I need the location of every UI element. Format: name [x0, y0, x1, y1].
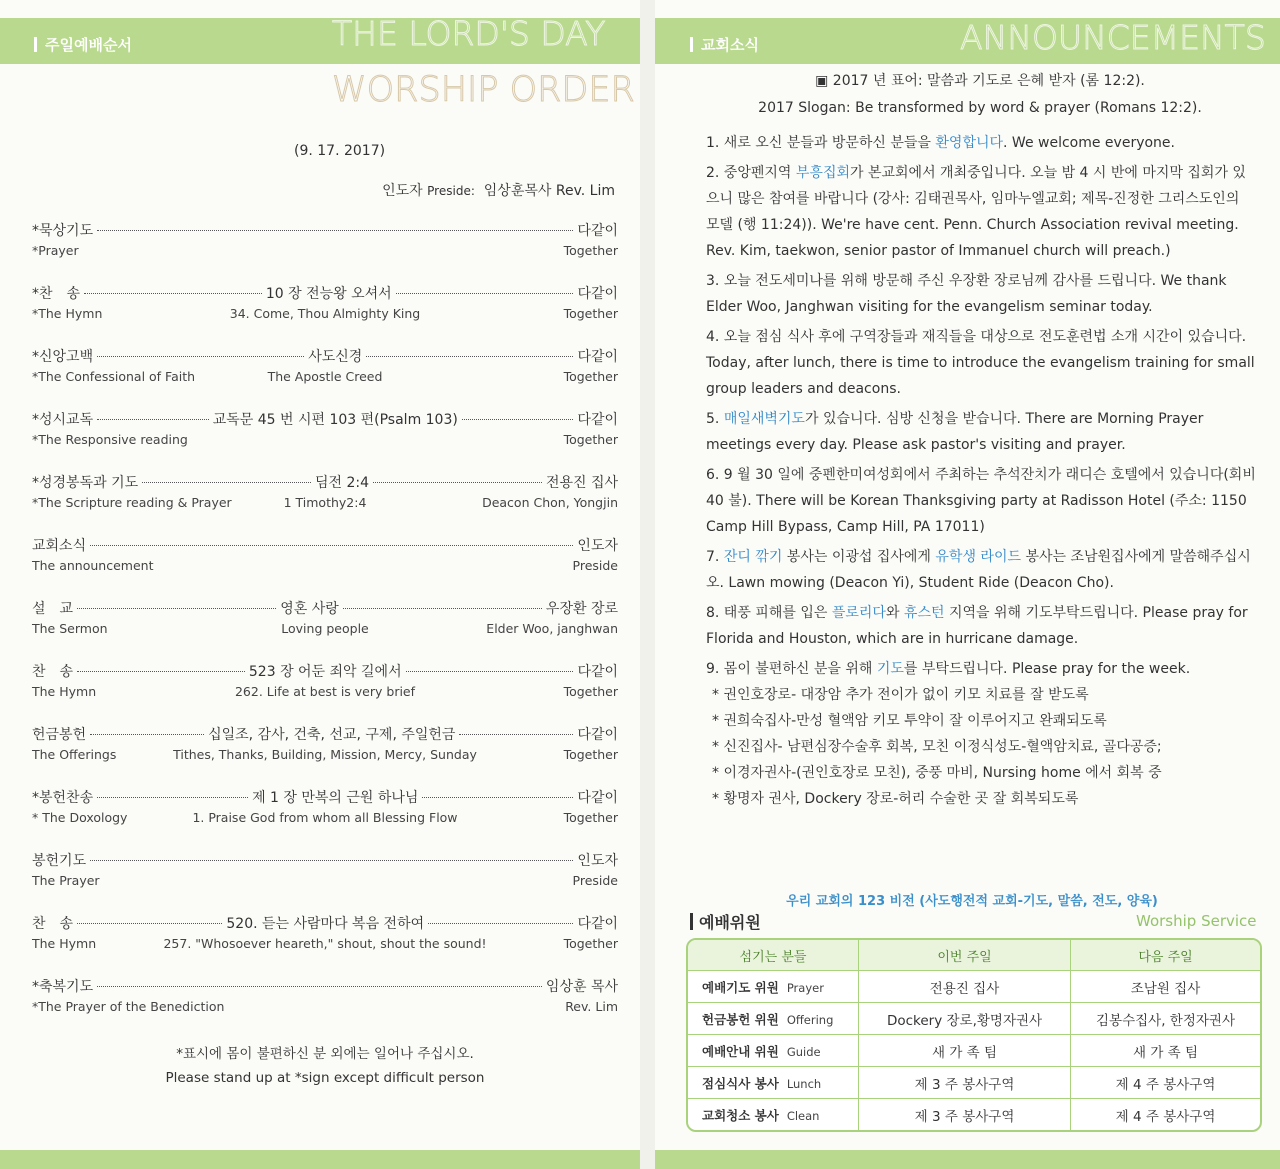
worship-order-section-label: 주일예배순서 — [34, 34, 132, 55]
prayer-request-list — [706, 682, 1256, 812]
order-item-doxology: *봉헌찬송 제 1 장 만복의 근원 하나님 다같이 * The Doxology 1. Praise God from whom all Blessing Flow Together — [32, 790, 618, 825]
announcement-9: 9. 몸이 불편하신 분을 위해 기도를 부탁드립니다. Please pray for the week. — [706, 661, 1191, 677]
announcement-1: 1. 새로 오신 분들과 방문하신 분들을 환영합니다. We welcome everyone. — [706, 135, 1175, 151]
order-item-responsive-reading: *성시교독 교독문 45 번 시편 103 편(Psalm 103) 다같이 *The Responsive reading Together — [32, 412, 618, 447]
page-fold — [640, 0, 655, 1169]
worship-service-title-en: Worship Service — [1136, 912, 1257, 930]
order-item-offering-prayer: 봉헌기도 인도자 The Prayer Preside — [32, 853, 618, 888]
worship-service-table — [686, 938, 1262, 1132]
right-footer-bar — [655, 1150, 1280, 1169]
announcement-8: 8. 태풍 피해를 입은 플로리다와 휴스턴 지역을 위해 기도부탁드립니다. Please pray for Florida and Houston, which are in hurricane damage. — [706, 605, 1248, 647]
announcement-6: 6. 9 월 30 일에 중펜한미여성회에서 주최하는 추석잔치가 래디슨 호텔에서 있습니다(회비 40 불). There will be Korean Thanksgiving party at Radisson Hotel (주소: 1150 Camp Hill Bypass, Camp Hill, PA 17011) — [706, 467, 1256, 535]
table-row: 교회청소 봉사 Clean 제 3 주 봉사구역 제 4 주 봉사구역 — [688, 1099, 1260, 1130]
preside-line: 인도자 Preside: 임상훈목사 Rev. Lim — [382, 183, 615, 199]
prayer-item: * 권인호장로- 대장암 추가 전이가 없이 키모 치료를 잘 받도록 — [712, 687, 1089, 703]
order-item-hymn-1: *찬 송 10 장 전능왕 오셔서 다같이 *The Hymn 34. Come, Thou Almighty King Together — [32, 286, 619, 321]
order-item-benediction: *축복기도 임상훈 목사 *The Prayer of the Benediction Rev. Lim — [32, 979, 618, 1014]
prayer-item: * 권희숙집사-만성 혈액암 키모 투약이 잘 이루어지고 완쾌되도록 — [712, 713, 1107, 729]
order-item-hymn-3: 찬 송 520. 듣는 사람마다 복음 전하여 다같이 The Hymn 257. "Whosoever heareth," shout, shout the sound! Together — [32, 916, 619, 951]
table-header: 이번 주일 — [859, 940, 1071, 971]
order-item-confession: *신앙고백 사도신경 다같이 *The Confessional of Faith The Apostle Creed Together — [32, 349, 619, 384]
announcement-5: 5. 매일새벽기도가 있습니다. 심방 신청을 받습니다. There are Morning Prayer meetings every day. Please ask pastor's visiting and prayer. — [706, 411, 1204, 453]
order-item-prayer: *묵상기도 다같이 *Prayer Together — [32, 223, 618, 258]
announcement-2: 2. 중앙펜지역 부흥집회가 본교회에서 개최중입니다. 오늘 밤 4 시 반에 마지막 집회가 있으니 많은 참여를 바랍니다 (강사: 김태권목사, 임마누엘교회; 제목-진정한 그리스도인의 모델 (행 11:24)). We're have cent. Penn. Church Association revival meeting. Rev. Kim, taekwon, senior pastor of Immanuel church will preach.) — [706, 165, 1246, 259]
order-item-sermon: 설 교 영혼 사랑 우장환 장로 The Sermon Loving people Elder Woo, janghwan — [32, 601, 618, 636]
announcement-7: 7. 잔디 깎기 봉사는 이광섭 집사에게 유학생 라이드 봉사는 조남원집사에게 말씀해주십시오. Lawn mowing (Deacon Yi), Student Ride (Deacon Cho). — [706, 549, 1251, 591]
table-header: 다음 주일 — [1071, 940, 1260, 971]
table-row: 점심식사 봉사 Lunch 제 3 주 봉사구역 제 4 주 봉사구역 — [688, 1067, 1260, 1099]
slogan-english: 2017 Slogan: Be transformed by word & prayer (Romans 12:2). — [758, 100, 1202, 116]
announcement-3: 3. 오늘 전도세미나를 위해 방문해 주신 우장환 장로님께 감사를 드립니다. We thank Elder Woo, Janghwan visiting for the evangelism seminar today. — [706, 273, 1227, 315]
service-date: (9. 17. 2017) — [294, 143, 386, 159]
slogan-korean: ▣ 2017 년 표어: 말씀과 기도로 은혜 받자 (롬 12:2). — [815, 73, 1145, 89]
table-row: 예배안내 위원 Guide 새 가 족 팀 새 가 족 팀 — [688, 1035, 1260, 1067]
order-item-announcement: 교회소식 인도자 The announcement Preside — [32, 538, 618, 573]
prayer-item: * 이경자권사-(권인호장로 모친), 중풍 마비, Nursing home 에서 회복 중 — [712, 765, 1162, 781]
worship-order-title: WORSHIP ORDER — [332, 70, 635, 110]
order-item-hymn-2: 찬 송 523 장 어둔 죄악 길에서 다같이 The Hymn 262. Life at best is very brief Together — [32, 664, 619, 699]
table-row: 예배기도 위원 Prayer 전용진 집사 조남원 집사 — [688, 971, 1260, 1003]
table-row: 헌금봉헌 위원 Offering Dockery 장로,황명자권사 김봉수집사, 한정자권사 — [688, 1003, 1260, 1035]
order-item-offerings: 헌금봉헌 십일조, 감사, 건축, 선교, 구제, 주일헌금 다같이 The Offerings Tithes, Thanks, Building, Mission, Mercy, Sunday Together — [32, 727, 618, 762]
worship-service-title: 예배위원 — [690, 910, 761, 933]
announcement-list — [706, 130, 1256, 812]
announcement-4: 4. 오늘 점심 식사 후에 구역장들과 재직들을 대상으로 전도훈련법 소개 시간이 있습니다. Today, after lunch, there is time to introduce the evangelism training for small group leaders and deacons. — [706, 329, 1255, 397]
standing-note: *표시에 몸이 불편하신 분 외에는 일어나 주십시오. Please stand up at *sign except difficult person — [165, 1046, 485, 1086]
church-vision: 우리 교회의 123 비전 (사도행전적 교회-기도, 말씀, 전도, 양육) — [786, 894, 1158, 909]
order-item-scripture: *성경봉독과 기도 딤전 2:4 전용진 집사 *The Scripture reading & Prayer 1 Timothy2:4 Deacon Chon, Yongjin — [32, 475, 619, 510]
announcements-title: ANNOUNCEMENTS — [960, 18, 1266, 57]
prayer-item: * 신진집사- 남편심장수술후 회복, 모친 이정식성도-혈액암치료, 골다공증; — [712, 739, 1162, 755]
prayer-item: * 황명자 권사, Dockery 장로-허리 수술한 곳 잘 회복되도록 — [712, 791, 1079, 807]
table-header: 섬기는 분들 — [688, 940, 859, 971]
announcements-section-label: 교회소식 — [690, 34, 759, 55]
left-footer-bar — [0, 1150, 640, 1169]
lords-day-title: THE LORD'S DAY — [332, 14, 606, 53]
